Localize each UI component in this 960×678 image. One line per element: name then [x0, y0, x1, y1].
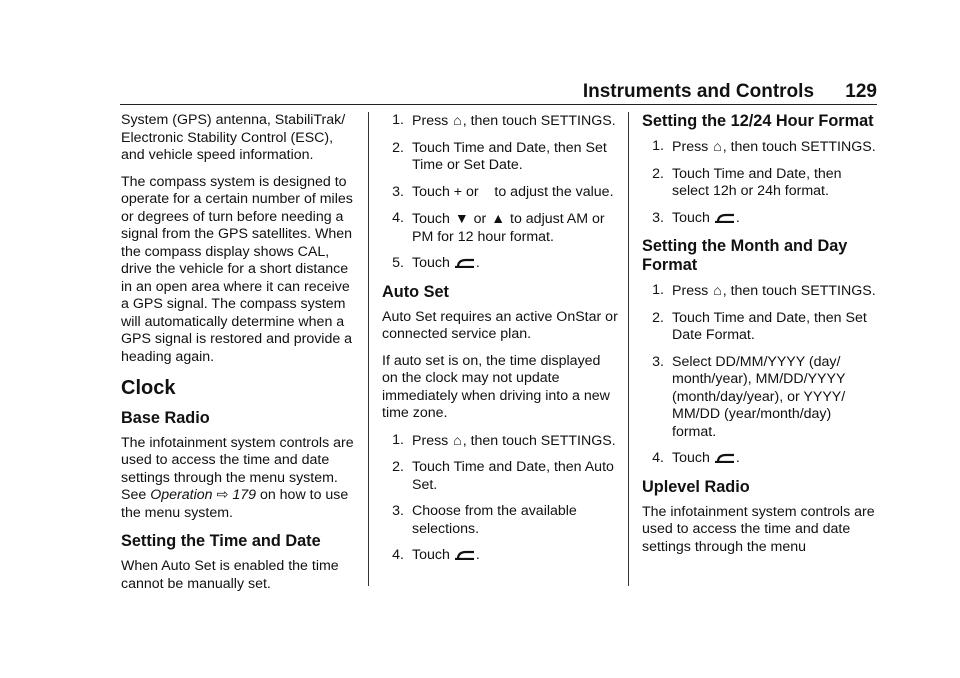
list-item: [642, 166, 878, 201]
paragraph: Auto Set requires an active OnStar or connected service plan.: [382, 308, 618, 342]
step-text: Select DD/MM/YYYY (day/ month/year), MM/DD/YYYY (month/day/year), or YYYY/ MM/DD (year/month/day) format.: [672, 353, 846, 440]
home-icon: ⌂: [453, 112, 462, 128]
step-number: 3.: [652, 353, 664, 370]
step-number: 1.: [392, 431, 404, 448]
step-number: 1.: [392, 112, 404, 128]
page-header: [583, 81, 877, 103]
text: Touch: [412, 547, 450, 563]
list-item: [382, 140, 618, 175]
step-number: 4.: [652, 450, 664, 466]
text: , then touch SETTINGS.: [462, 432, 616, 449]
text: , then touch SETTINGS.: [722, 139, 876, 155]
paragraph: When Auto Set is enabled the time cannot be manually set.: [121, 558, 339, 592]
list-item: [642, 210, 878, 228]
step-number: 3.: [392, 503, 404, 519]
heading-base-radio: Base Radio: [121, 408, 210, 427]
list-item: [382, 459, 618, 494]
step-text: Touch Time and Date, then Auto Set.: [412, 459, 614, 493]
paragraph: The infotainment system controls are used to access the time and date settings through the menu: [642, 503, 875, 555]
step-number: 3.: [392, 183, 404, 200]
text: or: [473, 211, 487, 227]
up-arrow-icon: ▲: [491, 210, 506, 226]
step-text: Touch + or to adjust the value.: [412, 183, 614, 200]
text: Touch: [672, 209, 710, 226]
section-title: Instruments and Controls: [582, 81, 815, 102]
step-number: 3.: [652, 209, 664, 226]
column-2: [382, 112, 618, 574]
step-number: 4.: [392, 210, 404, 226]
page-ref-arrow-icon: ⇨: [216, 487, 229, 503]
list-item: [382, 503, 618, 538]
step-number: 5.: [392, 255, 404, 271]
step-text: Touch Time and Date, then Set Date Format.: [672, 309, 867, 343]
step-number: 2.: [392, 459, 404, 475]
text: Touch: [412, 211, 450, 227]
column-divider: [628, 112, 629, 586]
step-text: Choose from the available selections.: [412, 503, 577, 537]
list-item: [382, 547, 618, 565]
list-item: [382, 255, 618, 273]
text: .: [475, 255, 480, 271]
column-3: [642, 112, 878, 565]
header-rule: [120, 104, 877, 105]
home-icon: ⌂: [453, 431, 462, 448]
text: Press: [672, 139, 709, 155]
operation-link[interactable]: Operation: [150, 487, 213, 503]
list-item: [642, 354, 878, 442]
text: .: [735, 450, 740, 466]
heading-setting-time-date: Setting the Time and Date: [121, 532, 321, 550]
list-item: [642, 450, 878, 468]
text: on how to use the menu system.: [121, 487, 349, 521]
heading-12-24-format: Setting the 12/24 Hour Format: [642, 112, 874, 130]
heading-auto-set: Auto Set: [382, 282, 449, 301]
down-arrow-icon: ▼: [454, 210, 469, 226]
paragraph: System (GPS) antenna, StabiliTrak/ Electronic Stability Control (ESC), and vehicle speed information.: [121, 112, 346, 163]
paragraph: [121, 435, 356, 523]
paragraph: If auto set is on, the time displayed on the clock may not update immediately when driving into a new time zone.: [382, 352, 610, 421]
back-icon: [714, 453, 736, 463]
text: .: [475, 547, 480, 563]
step-number: 1.: [652, 138, 664, 154]
list-item: [382, 112, 618, 131]
heading-clock: Clock: [121, 377, 176, 399]
list-item: [382, 184, 618, 202]
text: .: [735, 209, 740, 226]
page-number: 129: [845, 81, 877, 102]
text: , then touch SETTINGS.: [722, 283, 876, 299]
steps-list: [382, 432, 618, 565]
list-item: [642, 282, 878, 301]
back-icon: [714, 213, 736, 223]
list-item: [642, 138, 878, 157]
heading-month-day-format: Setting the Month and Day Format: [642, 237, 848, 274]
step-number: 4.: [392, 547, 404, 563]
steps-list: [642, 282, 878, 468]
text: The infotainment system controls are used to access the time and date settings through the menu system. See: [121, 434, 354, 503]
column-divider: [368, 112, 369, 586]
text: to adjust AM or PM for 12 hour format.: [412, 211, 605, 245]
step-number: 1.: [652, 282, 664, 298]
column-1: [121, 112, 356, 602]
list-item: [642, 310, 878, 345]
steps-list: [642, 138, 878, 227]
step-number: 2.: [652, 165, 664, 182]
home-icon: ⌂: [713, 282, 722, 298]
text: Press: [672, 283, 709, 299]
step-text: Touch Time and Date, then select 12h or 24h format.: [672, 165, 842, 199]
back-icon: [454, 258, 476, 268]
list-item: [382, 210, 618, 246]
text: Touch: [412, 255, 450, 271]
paragraph: The compass system is designed to operate for a certain number of miles or degrees of turn before needing a signal from the GPS satellites. When the compass display shows CAL, drive the vehicle for a short distance in an open area where it can receive a GPS signal. The compass system will automatically determine when a GPS signal is restored and provide a heading again.: [121, 173, 353, 365]
home-icon: ⌂: [713, 138, 722, 154]
text: , then touch SETTINGS.: [462, 113, 616, 129]
text: Press: [412, 113, 449, 129]
back-icon: [454, 550, 476, 560]
step-number: 2.: [392, 139, 404, 156]
heading-uplevel-radio: Uplevel Radio: [642, 477, 750, 496]
step-number: 2.: [652, 309, 664, 326]
steps-list: [382, 112, 618, 273]
page-ref-number[interactable]: 179: [232, 487, 256, 503]
text: Touch: [672, 450, 710, 466]
list-item: [382, 432, 618, 451]
text: Press: [412, 432, 449, 449]
step-text: Touch Time and Date, then Set Time or Set Date.: [412, 139, 607, 173]
